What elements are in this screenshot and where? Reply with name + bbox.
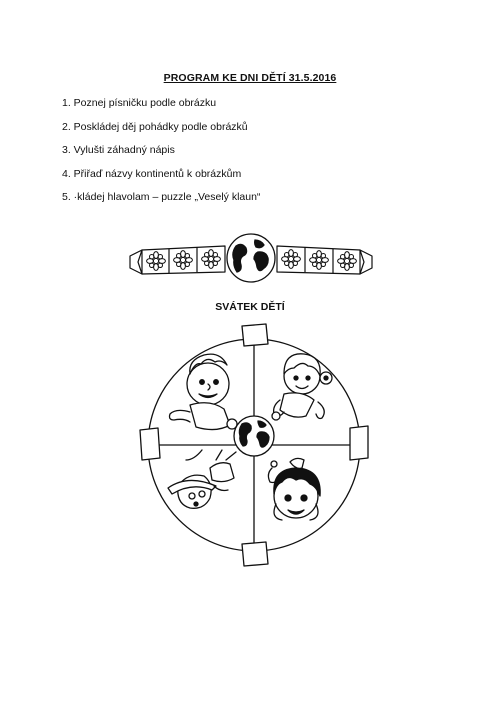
task-item: 2. Poskládej děj pohádky podle obrázků [62, 120, 248, 133]
section-heading: SVÁTEK DĚTÍ [215, 301, 285, 313]
task-item: 4. Přiřaď názvy kontinentů k obrázkům [62, 167, 242, 180]
children-globe-illustration [138, 318, 370, 568]
globe-icon [227, 234, 275, 282]
page-title: PROGRAM KE DNI DĚTÍ 31.5.2016 [163, 72, 337, 84]
task-item: 1. Poznej písničku podle obrázku [62, 97, 217, 109]
task-item: 5. ·kládej hlavolam – puzzle „Veselý klaun“ [62, 191, 261, 203]
task-list [62, 96, 260, 214]
task-item: 3. Vylušti záhadný nápis [62, 144, 175, 156]
flower-ribbon-illustration [128, 232, 374, 284]
